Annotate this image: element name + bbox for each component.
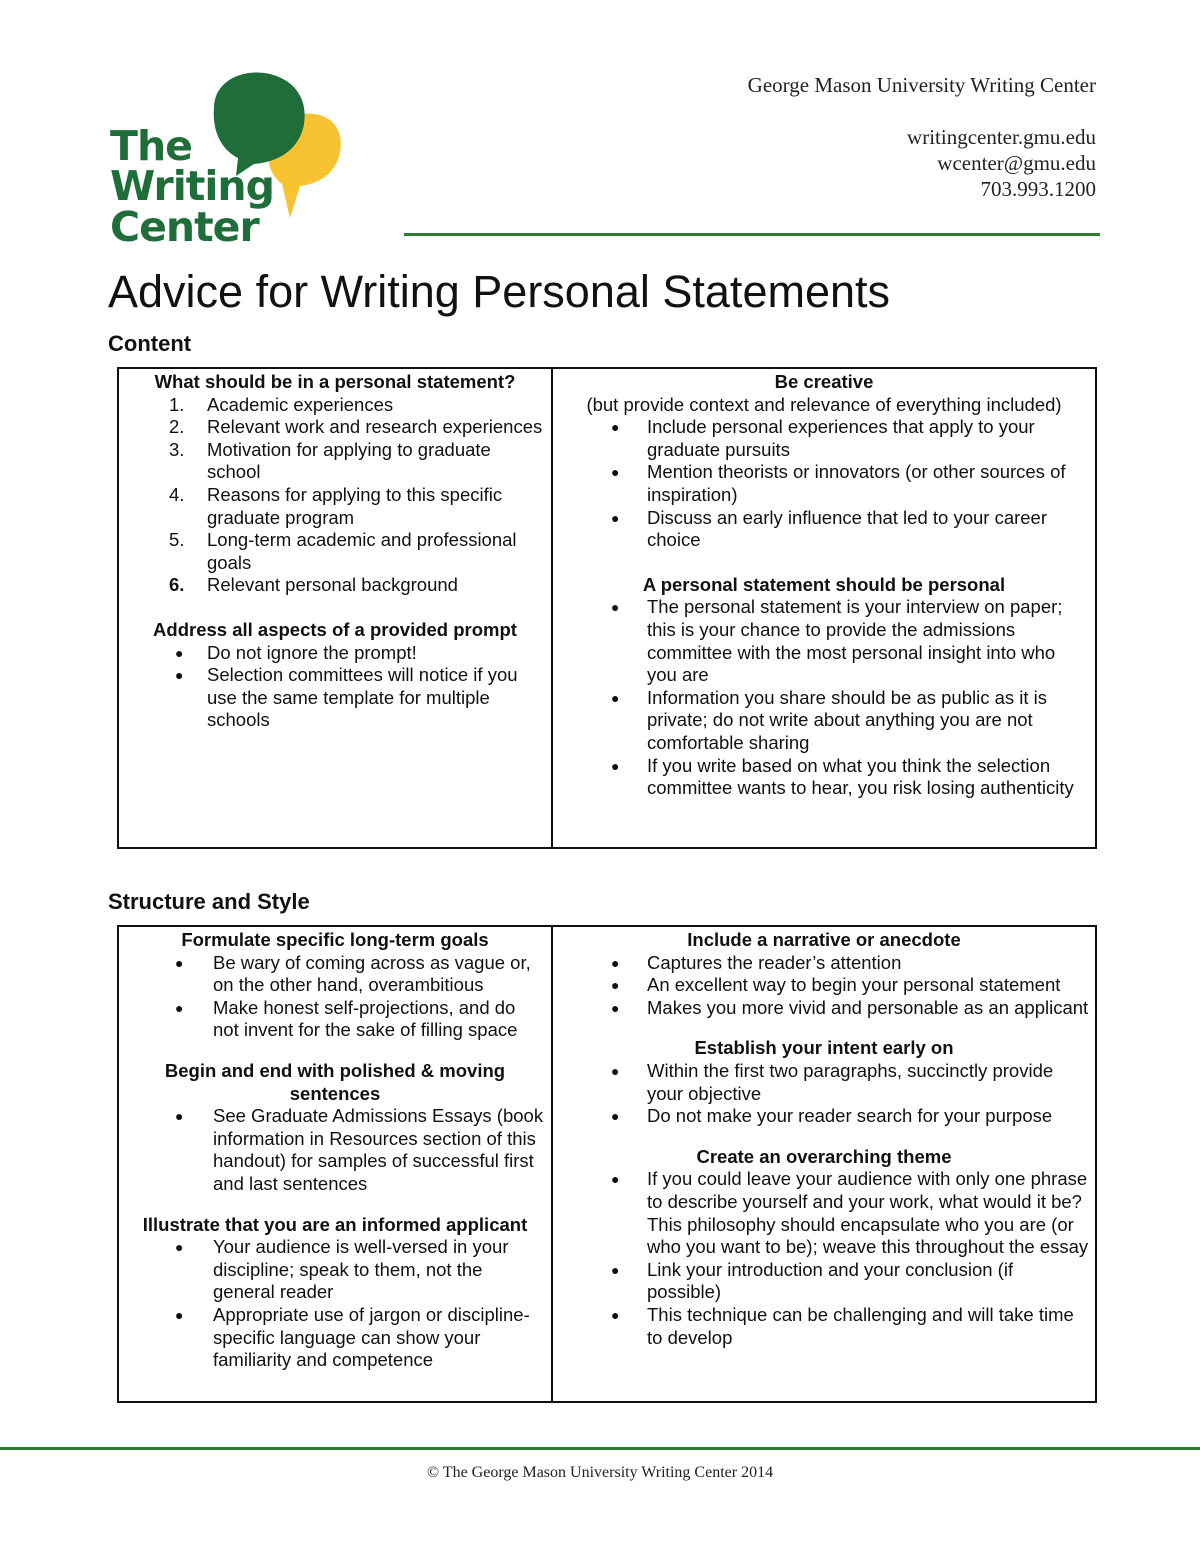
section-heading-structure: Structure and Style: [108, 889, 310, 914]
content-right-subheading: (but provide context and relevance of everything included): [586, 393, 1062, 415]
list-item: 1. Academic experiences: [169, 393, 394, 415]
list-item: ● See Graduate Admissions Essays (book information in Resources section of this handout) for samples of successful first and last sentences: [175, 1105, 544, 1194]
structure-left-cell: [118, 926, 552, 1402]
page-title: Advice for Writing Personal Statements: [108, 266, 891, 317]
list-item: ● Discuss an early influence that led to your career choice: [611, 506, 1048, 551]
list-item: ● Your audience is well-versed in your discipline; speak to them, not the general reader: [175, 1236, 509, 1303]
header-divider: [404, 233, 1100, 236]
content-right-heading-2: A personal statement should be personal: [642, 573, 1006, 595]
content-table: [117, 367, 1097, 849]
list-item: 5. Long-term academic and professional goals: [169, 529, 517, 573]
structure-table: [117, 925, 1097, 1403]
list-item: ● If you write based on what you think the selection committee wants to hear, you risk losing authenticity: [611, 754, 1074, 799]
phone-number: 703.993.1200: [980, 177, 1096, 201]
structure-right-heading-1: Include a narrative or anecdote: [687, 929, 961, 950]
list-item: ● The personal statement is your interview on paper; this is your chance to provide the admissions committee with the most personal insight into who you are: [611, 596, 1063, 686]
structure-right-bullets-1: [559, 952, 1089, 1020]
structure-right-cell: [552, 926, 1096, 1402]
list-item: ● Captures the reader’s attention: [611, 951, 902, 973]
list-item: 4. Reasons for applying to this specific graduate program: [169, 483, 503, 528]
structure-right-heading-2: Establish your intent early on: [694, 1037, 954, 1059]
list-item: ● Make honest self-projections, and do not invent for the sake of filling space: [175, 996, 518, 1041]
list-item: ● This technique can be challenging and will take time to develop: [611, 1303, 1074, 1348]
footer-copyright: © The George Mason University Writing Center 2014: [426, 1464, 774, 1481]
logo-text-the: The: [110, 122, 192, 170]
list-item: ● If you could leave your audience with only one phrase to describe yourself and your work, what would it be? This philosophy should encapsulate who you are (or who you want to be); weave this throughout the essay: [611, 1168, 1089, 1258]
email-link[interactable]: wcenter@gmu.edu: [937, 151, 1096, 175]
list-item: 3. Motivation for applying to graduate school: [169, 438, 491, 483]
list-item: ● An excellent way to begin your personal statement: [611, 974, 1061, 996]
list-item: 6. Relevant personal background: [169, 574, 458, 596]
structure-left-heading-1: Formulate specific long-term goals: [181, 929, 489, 950]
section-heading-content: Content: [108, 331, 192, 356]
structure-right-bullets-2: [559, 1060, 1089, 1128]
list-item: ● Do not ignore the prompt!: [175, 641, 417, 663]
content-numbered-list: [125, 394, 545, 597]
list-item: ● Do not make your reader search for your purpose: [611, 1105, 1053, 1127]
list-item: ● Link your introduction and your conclusion (if possible): [611, 1258, 1014, 1303]
structure-left-bullets-2: [125, 1105, 545, 1195]
list-item: 2. Relevant work and research experiences: [169, 416, 543, 438]
website-link[interactable]: writingcenter.gmu.edu: [907, 125, 1096, 149]
footer-divider: [0, 1447, 1200, 1450]
content-right-heading: Be creative: [774, 371, 874, 392]
list-item: ● Appropriate use of jargon or discipline-specific language can show your familiarity and competence: [175, 1303, 530, 1371]
list-item: ● Selection committees will notice if you use the same template for multiple schools: [175, 664, 518, 731]
content-left-heading-2: Address all aspects of a provided prompt: [153, 618, 517, 640]
writing-center-logo: [104, 68, 394, 251]
contact-block: [748, 72, 1096, 202]
content-left-bullets: [125, 642, 545, 732]
list-item: ● Within the first two paragraphs, succinctly provide your objective: [611, 1059, 1054, 1104]
structure-left-bullets-1: [125, 952, 545, 1042]
list-item: ● Makes you more vivid and personable as an applicant: [611, 996, 1089, 1018]
content-left-heading: What should be in a personal statement?: [154, 371, 516, 392]
structure-left-heading-2: Begin and end with polished & moving sentences: [164, 1059, 506, 1104]
structure-left-heading-3: Illustrate that you are an informed applicant: [142, 1213, 528, 1235]
org-name: George Mason University Writing Center: [747, 73, 1096, 97]
content-right-bullets-2: [559, 596, 1089, 799]
structure-right-bullets-3: [559, 1168, 1089, 1349]
list-item: ● Mention theorists or innovators (or other sources of inspiration): [611, 461, 1066, 505]
list-item: ● Include personal experiences that apply to your graduate pursuits: [611, 416, 1035, 460]
structure-right-heading-3: Create an overarching theme: [696, 1145, 952, 1167]
content-left-cell: [118, 368, 552, 848]
structure-left-bullets-3: [125, 1236, 545, 1372]
content-right-bullets: [559, 416, 1089, 552]
content-right-cell: [552, 368, 1096, 848]
logo-text-writing-center: Writing Center: [110, 162, 274, 251]
list-item: ● Be wary of coming across as vague or, on the other hand, overambitious: [175, 951, 531, 996]
list-item: ● Information you share should be as public as it is private; do not write about anything you are not comfortable sharing: [611, 686, 1048, 753]
